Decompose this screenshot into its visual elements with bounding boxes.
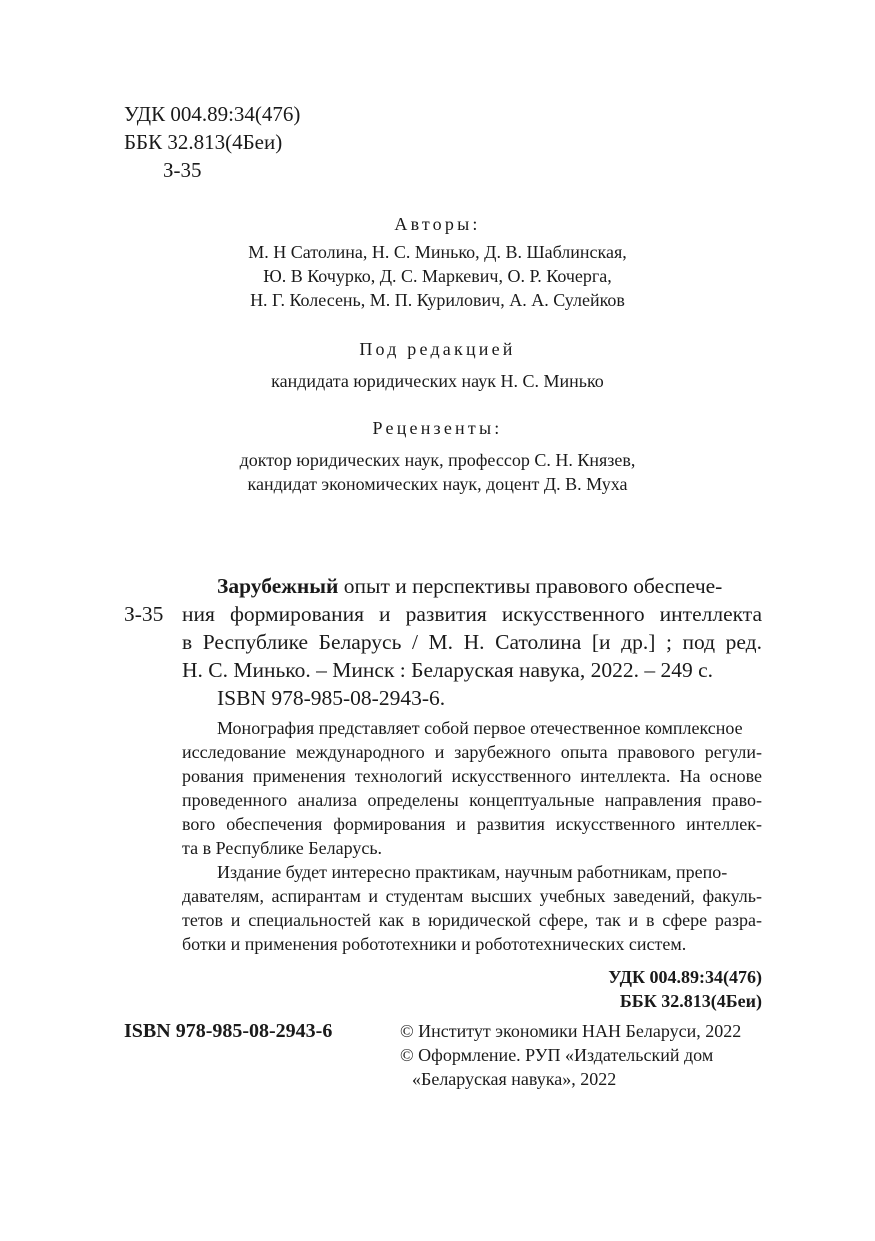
bbk-header: ББК 32.813(4Беи) — [124, 130, 283, 154]
annotation-p1-line-1: Монография представляет собой первое отечественное комплексное — [217, 718, 743, 738]
reviewers-heading: Рецензенты: — [372, 418, 503, 438]
reviewers-line-2: кандидат экономических наук, доцент Д. В. Муха — [247, 474, 628, 494]
annotation-p1-line-6: та в Республике Беларусь. — [182, 838, 383, 858]
annotation-p1-line-2: исследование международного и зарубежного опыта правового регули- — [182, 742, 762, 762]
reviewers-line-1: доктор юридических наук, профессор С. Н. Князев, — [239, 450, 636, 470]
bibliographic-isbn: ISBN 978-985-08-2943-6. — [217, 686, 446, 710]
annotation-p1-line-3: рования применения технологий искусственного интеллекта. На основе — [182, 766, 762, 786]
authors-line-3: Н. Г. Колесень, М. П. Курилович, А. А. Сулейков — [250, 290, 625, 310]
footer-isbn: ISBN 978-985-08-2943-6 — [124, 1020, 333, 1042]
bibliographic-line-3: в Республике Беларусь / М. Н. Сатолина [и др.] ; под ред. — [182, 630, 762, 654]
annotation-p2-line-4: ботки и применения робототехники и робототехнических систем. — [182, 934, 687, 954]
annotation-p1-line-4: проведенного анализа определены концептуальные направления право- — [182, 790, 762, 810]
authors-line-1: М. Н Сатолина, Н. С. Минько, Д. В. Шаблинская, — [248, 242, 627, 262]
bibliographic-mark: З-35 — [124, 602, 164, 626]
title-rest: опыт и перспективы правового обеспече- — [338, 574, 723, 598]
copyright-line-3: «Беларуская навука», 2022 — [412, 1069, 617, 1089]
author-mark-header: З-35 — [163, 158, 202, 182]
bibliographic-line-2: ния формирования и развития искусственного интеллекта — [182, 602, 762, 626]
udk-header: УДК 004.89:34(476) — [124, 102, 301, 126]
copyright-line-1: © Институт экономики НАН Беларуси, 2022 — [400, 1021, 742, 1041]
authors-line-2: Ю. В Кочурко, Д. С. Маркевич, О. Р. Кочерга, — [263, 266, 612, 286]
title-bold-word: Зарубежный — [217, 574, 339, 598]
annotation-p2-line-2: давателям, аспирантам и студентам высших учебных заведений, факуль- — [182, 886, 762, 906]
udk-bottom: УДК 004.89:34(476) — [608, 967, 762, 987]
bibliographic-line-1 — [217, 572, 722, 600]
annotation-p1-line-5: вого обеспечения формирования и развития искусственного интеллек- — [182, 814, 762, 834]
annotation-p2-line-1: Издание будет интересно практикам, научным работникам, препо- — [217, 862, 728, 882]
annotation-p2-line-3: тетов и специальностей как в юридической сфере, так и в сфере разра- — [182, 910, 762, 930]
bbk-bottom: ББК 32.813(4Беи) — [619, 991, 762, 1011]
editor-heading: Под редакцией — [359, 339, 516, 359]
editor-line: кандидата юридических наук Н. С. Минько — [271, 371, 604, 391]
authors-heading: Авторы: — [394, 214, 481, 234]
bibliographic-line-4: Н. С. Минько. – Минск : Беларуская навука, 2022. – 249 с. — [182, 658, 714, 682]
copyright-line-2: © Оформление. РУП «Издательский дом — [400, 1045, 714, 1065]
